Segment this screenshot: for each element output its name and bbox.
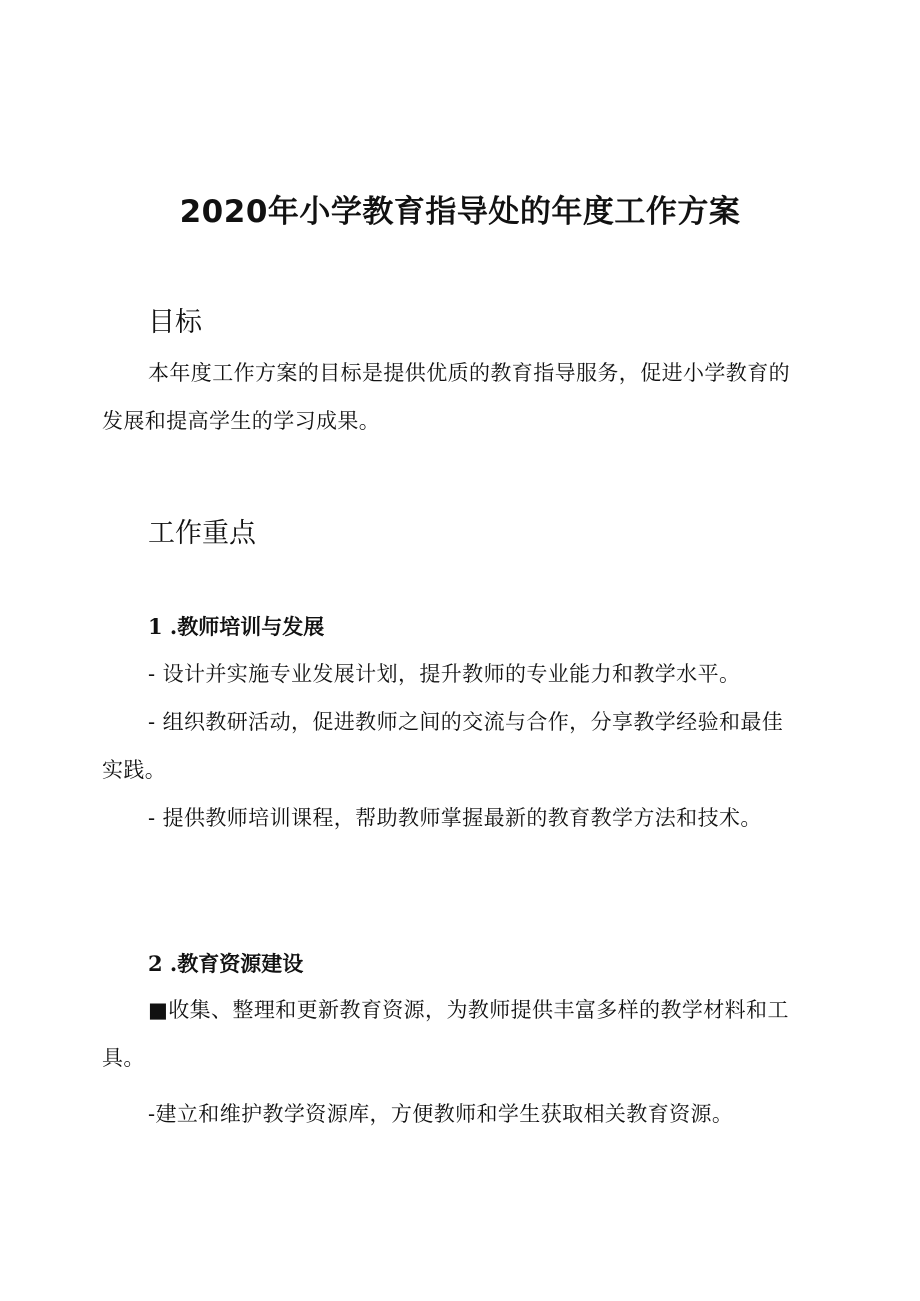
section-heading-goal: 目标 (148, 307, 202, 338)
subsection-heading-resources: 2 .教育资源建设 (148, 951, 304, 976)
subsection-heading-teacher-training: 1 .教师培训与发展 (148, 614, 325, 639)
list-item: - 设计并实施专业发展计划，提升教师的专业能力和教学水平。 (148, 662, 741, 686)
document-title: 2020年小学教育指导处的年度工作方案 (179, 194, 741, 230)
list-item: - 组织教研活动，促进教师之间的交流与合作，分享教学经验和最佳实践。 (102, 710, 784, 782)
section-heading-focus: 工作重点 (148, 518, 256, 549)
list-item: - 提供教师培训课程，帮助教师掌握最新的教育教学方法和技术。 (148, 806, 762, 830)
list-item: ■收集、整理和更新教育资源，为教师提供丰富多样的教学材料和工具。 (102, 998, 789, 1070)
list-item: -建立和维护教学资源库，方便教师和学生获取相关教育资源。 (148, 1102, 734, 1126)
goal-paragraph: 本年度工作方案的目标是提供优质的教育指导服务，促进小学教育的发展和提高学生的学习成果。 (102, 361, 790, 433)
